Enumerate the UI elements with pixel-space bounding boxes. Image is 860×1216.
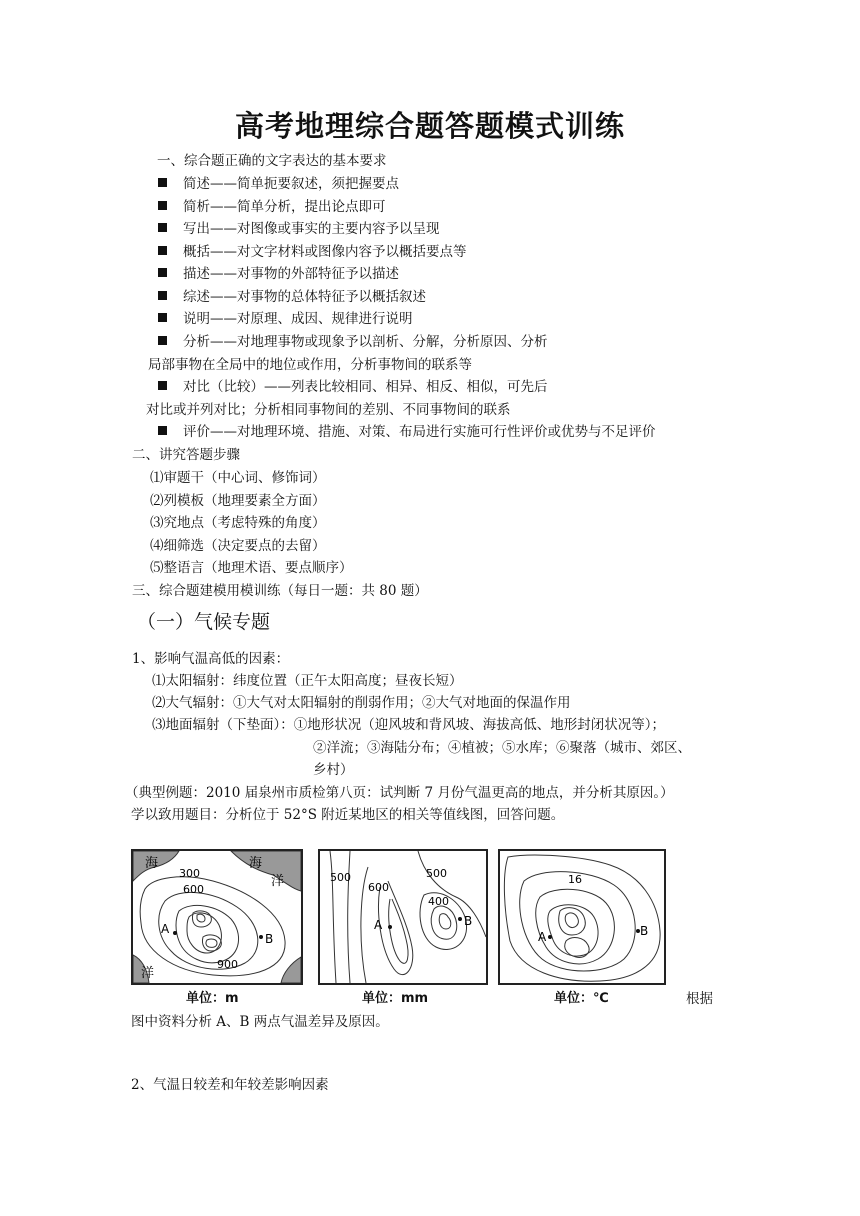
- square-bullet-icon: [158, 246, 167, 255]
- unit-label: 单位：℃: [554, 991, 609, 1006]
- square-bullet-icon: [158, 291, 167, 300]
- square-bullet-icon: [158, 313, 167, 322]
- elevation-contour-map: [131, 849, 303, 985]
- bullet-item: 写出——对图像或事实的主要内容予以呈现: [158, 220, 440, 238]
- square-bullet-icon: [158, 223, 167, 232]
- factor-item: ⑶地面辐射（下垫面）：①地形状况（迎风坡和背风坡、海拔高低、地形封闭状况等）；: [152, 717, 665, 733]
- square-bullet-icon: [158, 381, 167, 390]
- square-bullet-icon: [158, 426, 167, 435]
- bullet-item: 简析——简单分析，提出论点即可: [158, 198, 386, 216]
- point-label: A: [161, 922, 170, 936]
- unit-label: 单位：mm: [362, 991, 429, 1006]
- contour-label: 500: [330, 871, 351, 884]
- square-bullet-icon: [158, 201, 167, 210]
- ocean-label: 洋: [141, 966, 155, 981]
- contour-label: 300: [179, 867, 200, 880]
- contour-label: 900: [217, 958, 238, 971]
- section2-heading: 二、讲究答题步骤: [132, 447, 240, 463]
- contour-label: 600: [368, 881, 389, 894]
- contour-label: 500: [426, 867, 447, 880]
- section1-heading: 一、综合题正确的文字表达的基本要求: [157, 153, 387, 169]
- bullet-item: 综述——对事物的总体特征予以概括叙述: [158, 288, 426, 306]
- point-label: A: [538, 930, 547, 944]
- item2-heading: 2、气温日较差和年较差影响因素: [131, 1077, 329, 1093]
- bullet-item: 描述——对事物的外部特征予以描述: [158, 265, 399, 283]
- factor-item: ⑵大气辐射：①大气对太阳辐射的削弱作用；②大气对地面的保温作用: [152, 695, 571, 711]
- factor-continuation: 乡村）: [313, 762, 354, 778]
- item1-heading: 1、影响气温高低的因素：: [132, 651, 290, 667]
- section3-heading: 三、综合题建模用模训练（每日一题：共 80 题）: [132, 583, 428, 599]
- temperature-contour-map: [498, 849, 666, 985]
- sea-label: 海: [249, 856, 263, 871]
- point-label: B: [640, 924, 649, 938]
- page-title: 高考地理综合题答题模式训练: [234, 109, 625, 143]
- factor-item: ⑴太阳辐射：纬度位置（正午太阳高度；昼夜长短）: [152, 673, 463, 689]
- factor-continuation: ②洋流；③海陆分布；④植被；⑤水库；⑥聚落（城市、郊区、: [313, 740, 691, 756]
- bullet-item: 简述——简单扼要叙述，须把握要点: [158, 175, 399, 193]
- question-text: 根据: [686, 991, 713, 1007]
- point-label: A: [374, 918, 383, 932]
- sea-label: 海: [145, 856, 159, 871]
- bullet-item: 说明——对原理、成因、规律进行说明: [158, 310, 413, 328]
- square-bullet-icon: [158, 178, 167, 187]
- bullet-item: 评价——对地理环境、措施、对策、布局进行实施可行性评价或优势与不足评价: [158, 423, 656, 441]
- square-bullet-icon: [158, 336, 167, 345]
- precipitation-contour-map: [318, 849, 488, 985]
- question-text: 图中资料分析 A、B 两点气温差异及原因。: [131, 1014, 389, 1030]
- bullet-item: 概括——对文字材料或图像内容予以概括要点等: [158, 243, 467, 261]
- square-bullet-icon: [158, 268, 167, 277]
- step-item: ⑶究地点（考虑特殊的角度）: [150, 515, 326, 531]
- step-item: ⑵列模板（地理要素全方面）: [150, 493, 326, 509]
- ocean-label: 洋: [271, 874, 285, 889]
- apply-question: 学以致用题目：分析位于 52°S 附近某地区的相关等值线图，回答问题。: [131, 807, 565, 823]
- bullet-continuation: 局部事物在全局中的地位或作用，分析事物间的联系等: [148, 357, 472, 373]
- step-item: ⑴审题干（中心词、修饰词）: [150, 470, 326, 486]
- climate-subheading: （一）气候专题: [137, 611, 271, 633]
- bullet-continuation: 对比或并列对比；分析相同事物间的差别、不同事物间的联系: [146, 402, 511, 418]
- contour-label: 16: [568, 873, 582, 886]
- contour-label: 400: [428, 895, 449, 908]
- point-label: B: [464, 914, 473, 928]
- example-note: （典型例题：2010 届泉州市质检第八页：试判断 7 月份气温更高的地点，并分析其原因。）: [125, 785, 674, 801]
- bullet-item: 对比（比较）——列表比较相同、相异、相反、相似，可先后: [158, 378, 548, 396]
- step-item: ⑷细筛选（决定要点的去留）: [150, 538, 326, 554]
- bullet-item: 分析——对地理事物或现象予以剖析、分解，分析原因、分析: [158, 333, 548, 351]
- contour-label: 600: [183, 883, 204, 896]
- unit-label: 单位：m: [186, 991, 239, 1006]
- point-label: B: [265, 932, 274, 946]
- step-item: ⑸整语言（地理术语、要点顺序）: [150, 560, 353, 576]
